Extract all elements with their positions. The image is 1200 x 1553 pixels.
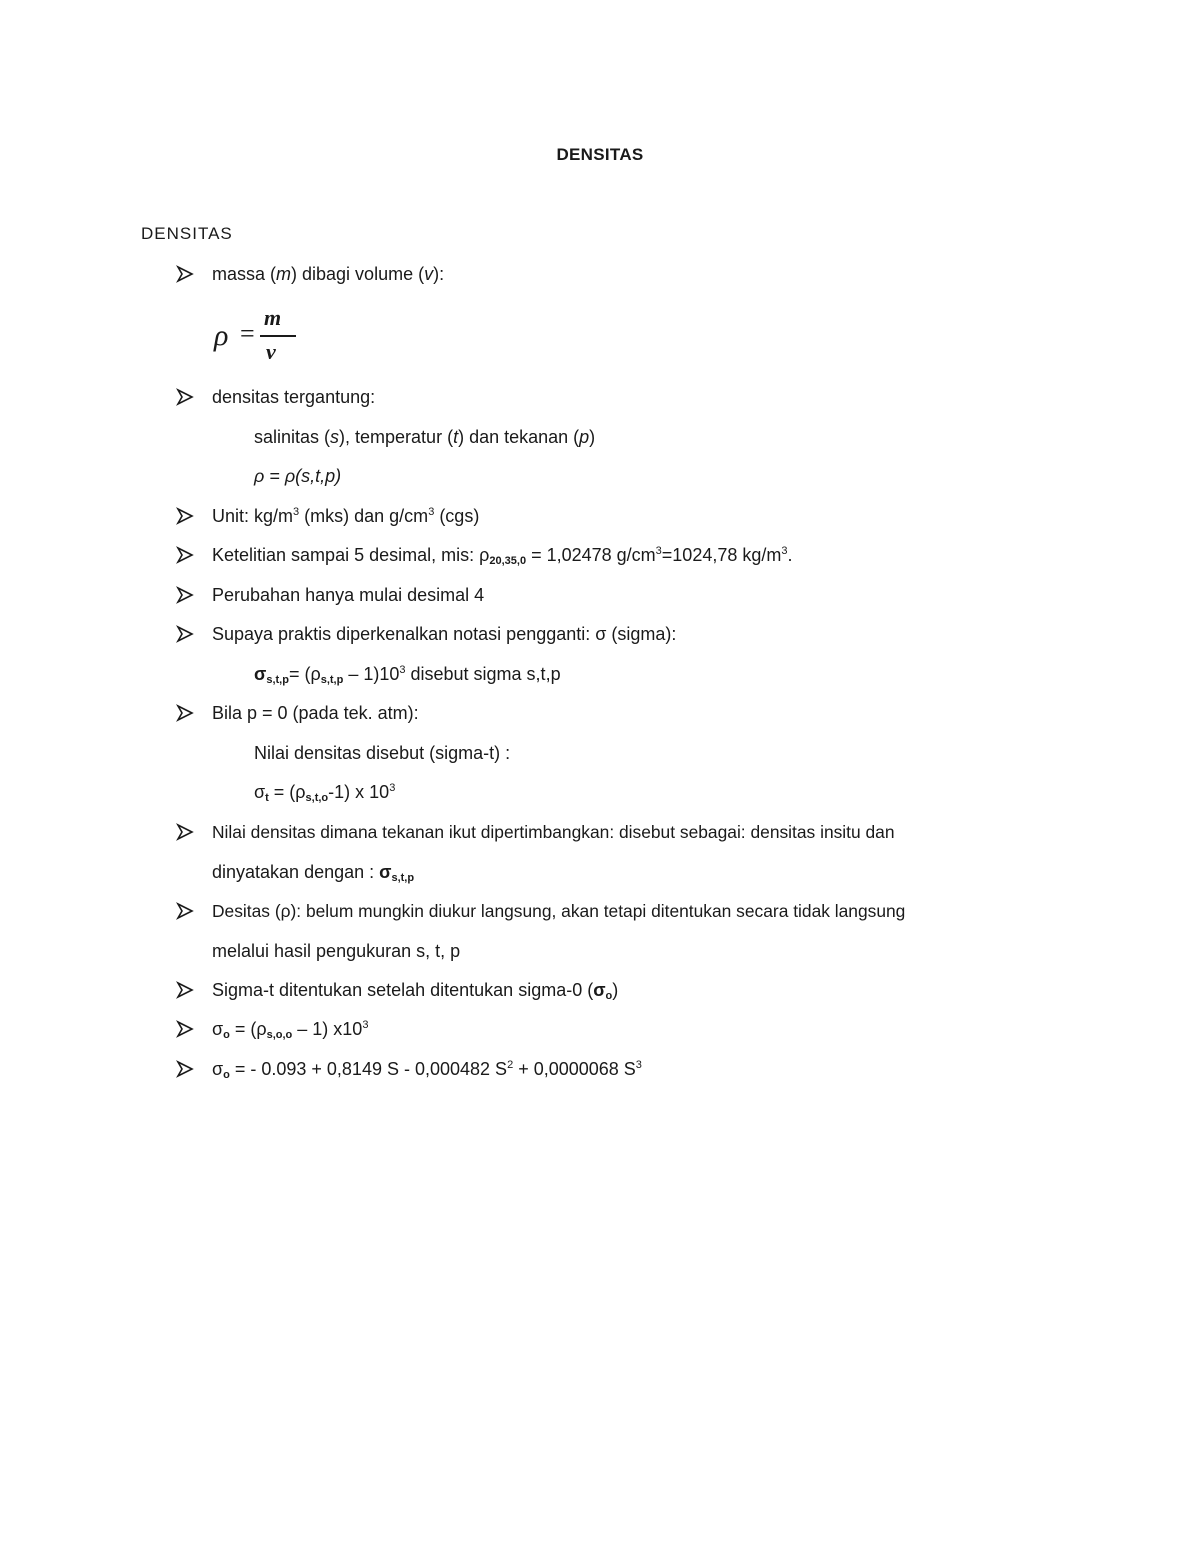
fraction-bar xyxy=(260,335,296,337)
section-heading: DENSITAS xyxy=(141,224,233,243)
page-title: DENSITAS xyxy=(556,145,644,164)
sigma-0-polynomial: $\sigma_o$ = - 0.093 + 0,8149 S - 0,000482 $S^2 + 0,0000068$ $S^3$ xyxy=(212,1059,642,1081)
sigma-0-definition: $\sigma_o = (\rho_{s,o,o} - 1)$ $x10^3$ xyxy=(212,1019,369,1041)
bullet-massa: massa (m) dibagi volume (v): xyxy=(212,264,445,284)
arrow-bullet-icon xyxy=(176,704,194,722)
arrow-bullet-icon xyxy=(176,265,194,283)
arrow-bullet-icon xyxy=(176,546,194,564)
dependence-variables: salinitas (s), temperatur (t) dan tekanan (p) xyxy=(254,427,596,447)
bullet-measurement-line1: Desitas (ρ): belum mungkin diukur langsung, akan tetapi ditentukan secara tidak langsung xyxy=(212,901,906,921)
bullet-dependence: densitas tergantung: xyxy=(212,387,376,407)
bullet-precision: Ketelitian sampai 5 desimal, mis: $\rho_{20,35,0} = 1,02478$ $g/cm^3=1024,78$ $kg/m^3$. xyxy=(212,545,793,567)
arrow-bullet-icon xyxy=(176,1060,194,1078)
rho-function: ρ = ρ(s,t,p) xyxy=(254,466,342,486)
bullet-insitu-line1: Nilai densitas dimana tekanan ikut dipertimbangkan: disebut sebagai: densitas insitu dan xyxy=(212,822,895,842)
sigma-t-definition: $\sigma_t = (\rho_{s,t,o}-1)$ x $10^3$ xyxy=(254,782,396,804)
arrow-bullet-icon xyxy=(176,902,194,920)
density-formula: ρ = m v xyxy=(214,305,294,369)
arrow-bullet-icon xyxy=(176,388,194,406)
arrow-bullet-icon xyxy=(176,507,194,525)
bullet-sigma-t-order: Sigma-t ditentukan setelah ditentukan sigma-0 $(\sigma_o)$ xyxy=(212,980,619,1002)
sigma-stp-definition: $\sigma_{s,t,p}= (\rho_{s,t,p} - 1)10^3$ disebut sigma s,t,p xyxy=(254,664,561,686)
bullet-change: Perubahan hanya mulai desimal 4 xyxy=(212,585,485,605)
arrow-bullet-icon xyxy=(176,625,194,643)
arrow-bullet-icon xyxy=(176,823,194,841)
bullet-unit: Unit: $kg/m^3$ (mks) dan $g/cm^3$ (cgs) xyxy=(212,506,480,526)
bullet-sigma-notation: Supaya praktis diperkenalkan notasi pengganti: σ (sigma): xyxy=(212,624,677,644)
arrow-bullet-icon xyxy=(176,981,194,999)
arrow-bullet-icon xyxy=(176,1020,194,1038)
bullet-measurement-line2: melalui hasil pengukuran s, t, p xyxy=(212,941,461,961)
arrow-bullet-icon xyxy=(176,586,194,604)
sigma-t-name: Nilai densitas disebut (sigma-t) : xyxy=(254,743,511,763)
bullet-p-zero: Bila p = 0 (pada tek. atm): xyxy=(212,703,419,723)
bullet-insitu-line2: dinyatakan dengan : $\sigma_{s,t,p}$ xyxy=(212,862,415,884)
